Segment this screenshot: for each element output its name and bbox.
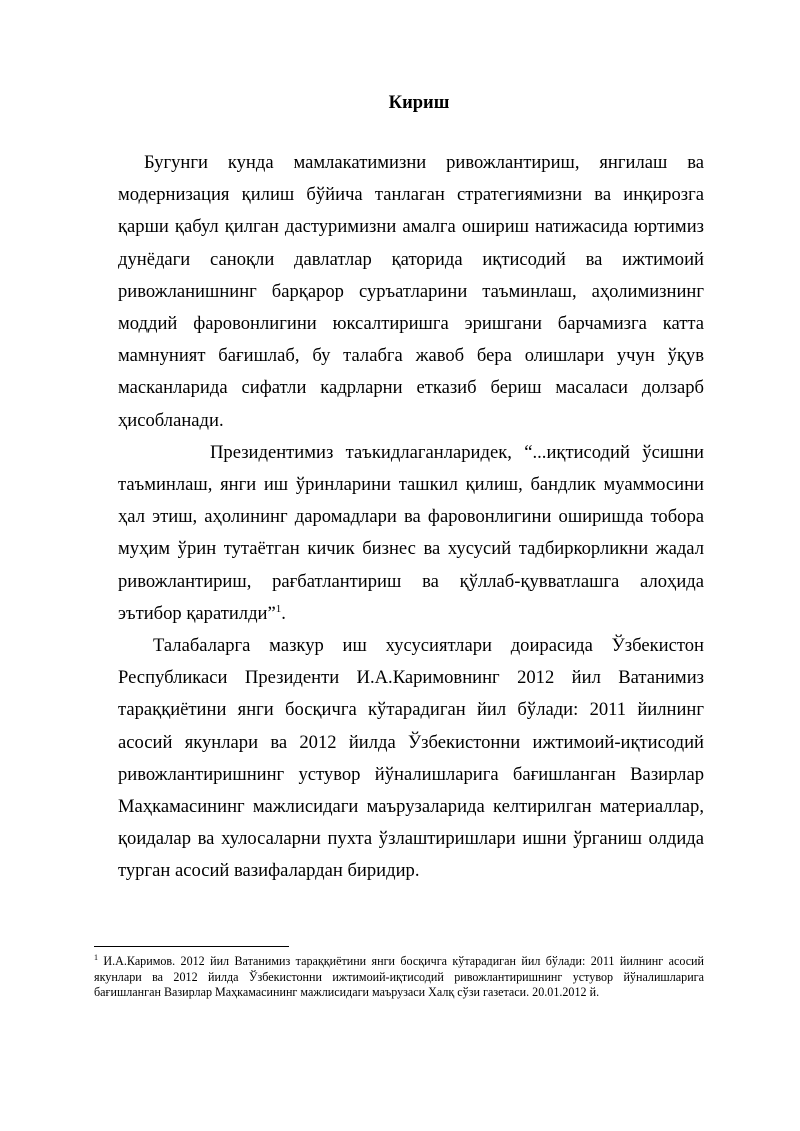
paragraph-3: Талабаларга мазкур иш хусусиятлари доирасида Ўзбекистон Республикаси Президенти И.А.Каримовнинг 2012 йил Ватанимиз тараққиётини янги босқичга кўтарадиган йил бўлади: 2011 йилнинг асосий якунлари ва 2012 йилда Ўзбекистонни ижтимоий-иқтисодий ривожлантиришнинг устувор йўналишларига бағишланган Вазирлар Маҳкамасининг мажлисидаги маърузаларида келтирилган материаллар, қоидалар ва хулосаларни пухта ўзлаштиришлари ишни ўрганиш олдида турган асосий вазифалардан биридир. xyxy=(118,635,704,882)
footnote-text: И.А.Каримов. 2012 йил Ватанимиз тараққиётини янги босқичга кўтарадиган йил бўлади: 2011 йилнинг асосий якунлари ва 2012 йилда Ўзбекистонни ижтимоий-иқтисодий ривожлантиришнинг устувор йўналишларига бағишланган Вазирлар Маҳкамасининг мажлисидаги маърузаси Халқ сўзи газетаси. 20.01.2012 й. xyxy=(94,954,704,999)
footnote xyxy=(94,954,704,1001)
page-title: Кириш xyxy=(388,93,450,113)
footnote-separator xyxy=(94,946,289,947)
footnote-number: 1 xyxy=(94,952,98,962)
paragraph-2: Президентимиз таъкидлаганларидек, “...иқтисодий ўсишни таъминлаш, янги иш ўринларини ташкил қилиш, бандлик муаммосини ҳал этиш, аҳолининг даромадлари ва фаровонлигини оширишда тобора муҳим ўрин тутаётган кичик бизнес ва хусусий тадбиркорликни жадал ривожлантириш, рағбатлантириш ва қўллаб-қувватлашга алоҳида эътибор қаратилди”$^1$. xyxy=(118,441,704,624)
footnote-reference[interactable]: 1 xyxy=(275,602,282,615)
paragraph-1: Бугунги кунда мамлакатимизни ривожлантириш, янгилаш ва модернизация қилиш бўйича танлаган стратегиямизни ва инқирозга қарши қабул қилган дастуримизни амалга ошириш натижасида юртимиз дунёдаги саноқли давлатлар қаторида иқтисодий ва ижтимоий ривожланишнинг барқарор суръатларини таъминлаш, аҳолимизнинг моддий фаровонлигини юксалтиришга эришгани барчамизга катта мамнуният бағишлаб, бу талабга жавоб бера олишлари учун ўқув масканларида сифатли кадрларни етказиб бериш масаласи долзарб ҳисобланади. xyxy=(118,152,704,431)
body-text xyxy=(118,147,704,888)
paragraph-2-text: Президентимиз таъкидлаганларидек, “...иқтисодий ўсишни таъминлаш, янги иш ўринларини ташкил қилиш, бандлик муаммосини ҳал этиш, аҳолининг даромадлари ва фаровонлигини оширишда тобора муҳим ўрин тутаётган кичик бизнес ва хусусий тадбиркорликни жадал ривожлантириш, рағбатлантириш ва қўллаб-қувватлашга алоҳида эътибор қаратилди” xyxy=(118,441,704,624)
